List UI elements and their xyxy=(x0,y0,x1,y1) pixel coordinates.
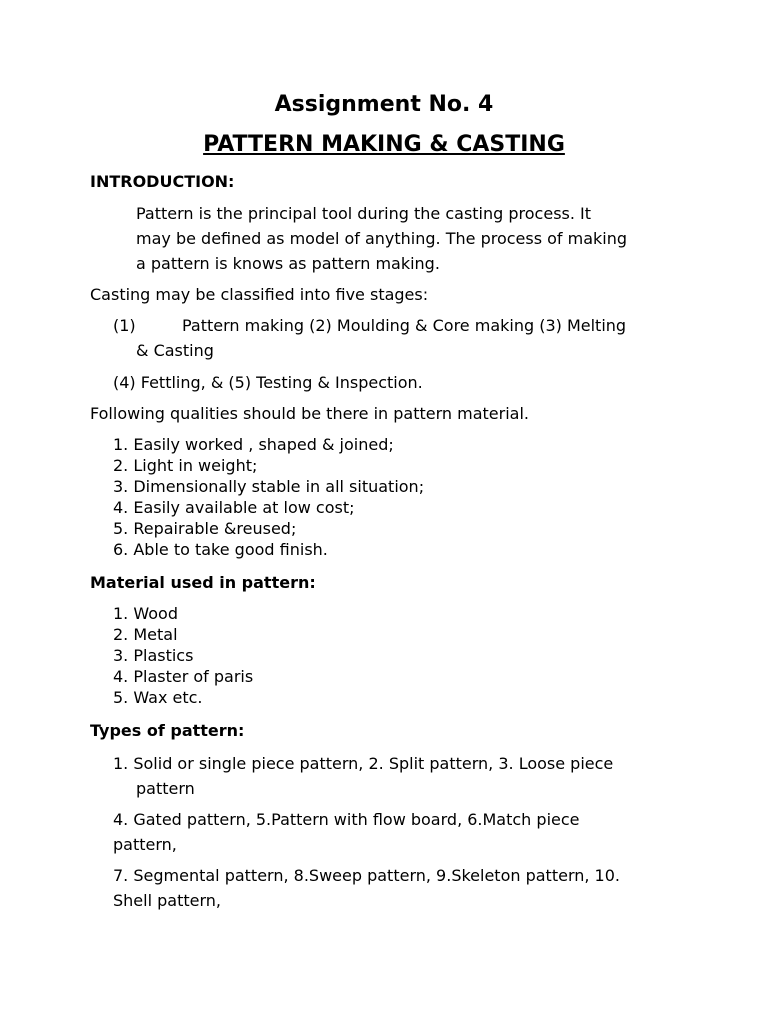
intro-line-1: Pattern is the principal tool during the casting process. It xyxy=(136,204,592,223)
stages-line1-number: (1) xyxy=(113,316,136,335)
intro-heading: INTRODUCTION: xyxy=(90,172,235,191)
list-item: 5. Wax etc. xyxy=(113,688,203,707)
types-line-3-continuation: Shell pattern, xyxy=(113,891,221,910)
list-item: 3. Plastics xyxy=(113,646,194,665)
document-subtitle: PATTERN MAKING & CASTING xyxy=(203,132,565,157)
list-item: 1. Wood xyxy=(113,604,178,623)
stages-line2: (4) Fettling, & (5) Testing & Inspection. xyxy=(113,373,423,392)
list-item: 5. Repairable &reused; xyxy=(113,519,297,538)
list-item: 1. Easily worked , shaped & joined; xyxy=(113,435,394,454)
qualities-intro: Following qualities should be there in pattern material. xyxy=(90,404,529,423)
qualities-list xyxy=(113,434,424,560)
stages-intro: Casting may be classified into five stages: xyxy=(90,285,429,304)
materials-list xyxy=(113,603,253,708)
stages-line1-text: Pattern making (2) Moulding & Core making (3) Melting xyxy=(182,316,627,335)
list-item: 3. Dimensionally stable in all situation; xyxy=(113,477,425,496)
types-line-3: 7. Segmental pattern, 8.Sweep pattern, 9.Skeleton pattern, 10. xyxy=(113,866,620,885)
types-line-2-continuation: pattern, xyxy=(113,835,177,854)
document-title: Assignment No. 4 xyxy=(274,92,494,117)
list-item: 2. Light in weight; xyxy=(113,456,258,475)
list-item: 2. Metal xyxy=(113,625,178,644)
intro-line-2: may be defined as model of anything. The process of making xyxy=(136,229,628,248)
stages-line1-continuation: & Casting xyxy=(136,341,214,360)
list-item: 6. Able to take good finish. xyxy=(113,540,328,559)
types-line-2: 4. Gated pattern, 5.Pattern with flow board, 6.Match piece xyxy=(113,810,580,829)
intro-line-3: a pattern is knows as pattern making. xyxy=(136,254,440,273)
types-line-1-continuation: pattern xyxy=(136,779,195,798)
materials-heading: Material used in pattern: xyxy=(90,573,316,592)
types-line-1: 1. Solid or single piece pattern, 2. Split pattern, 3. Loose piece xyxy=(113,754,614,773)
types-heading: Types of pattern: xyxy=(90,721,245,740)
list-item: 4. Plaster of paris xyxy=(113,667,254,686)
list-item: 4. Easily available at low cost; xyxy=(113,498,355,517)
